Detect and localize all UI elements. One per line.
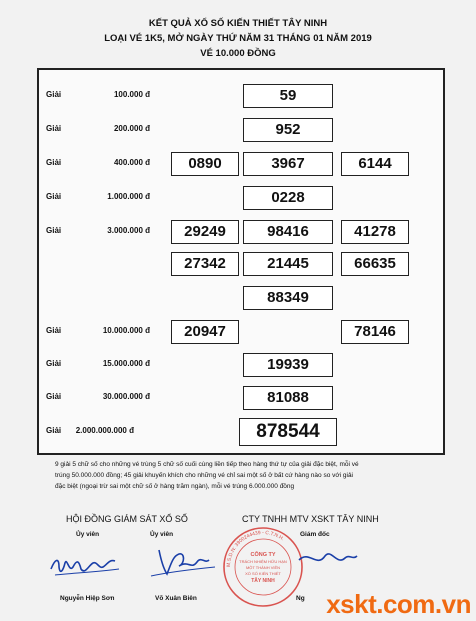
prize-label: Giải <box>46 158 62 167</box>
winning-number: 6144 <box>341 152 409 176</box>
winning-number: 66635 <box>341 252 409 276</box>
winning-number: 3967 <box>243 152 333 176</box>
director-role: Giám đốc <box>300 531 330 538</box>
winning-number: 29249 <box>171 220 239 244</box>
signature-member-1 <box>45 545 125 585</box>
prize-label: Giải <box>46 226 62 235</box>
prize-amount: 15.000.000 đ <box>102 359 150 368</box>
winning-number: 19939 <box>243 353 333 377</box>
stamp-text: TRÁCH NHIỆM HỮU HẠN <box>239 559 287 564</box>
special-winning-number: 878544 <box>239 418 337 446</box>
winning-number: 0228 <box>243 186 333 210</box>
prize-amount: 400.000 đ <box>113 158 150 167</box>
stamp-text: TÂY NINH <box>251 578 275 584</box>
prize-label: Giải <box>46 192 62 201</box>
member-name: Võ Xuân Biên <box>155 595 197 602</box>
council-title: HỘI ĐỒNG GIÁM SÁT XỔ SỐ <box>66 514 188 524</box>
prize-row-1m <box>39 186 443 210</box>
document-header <box>0 16 476 61</box>
member-role: Ủy viên <box>76 531 100 538</box>
note-line: 9 giải 5 chữ số cho những vé trùng 5 chữ số cuối cùng liền tiếp theo hàng thứ tự của giải đặc biệt, mỗi vé <box>55 461 359 468</box>
prize-label: Giải <box>46 392 62 401</box>
stamp-text: CÔNG TY <box>250 552 276 558</box>
prize-label: Giải <box>46 359 62 368</box>
signature-member-2 <box>145 540 225 585</box>
member-role: Ủy viên <box>150 531 174 538</box>
prize-notes <box>55 459 425 492</box>
winning-number: 88349 <box>243 286 333 310</box>
stamp-ring-text: M.S.D.N: 3900244439 - C.T.N.H. <box>225 529 286 568</box>
note-line: trúng 50.000.000 đồng; 45 giải khuyến khích cho những vé chỉ sai một số ở bất cứ hàng nào so với giải <box>55 472 354 479</box>
winning-number: 59 <box>243 84 333 108</box>
prize-amount: 10.000.000 đ <box>102 326 150 335</box>
winning-number: 81088 <box>243 386 333 410</box>
prize-label: Giải <box>46 124 62 133</box>
prize-row-400k <box>39 152 443 176</box>
company-title: CTY TNHH MTV XSKT TÂY NINH <box>242 514 379 524</box>
stamp-text: XỔ SỐ KIẾN THIẾT <box>245 571 281 576</box>
member-name: Nguyễn Hiệp Sơn <box>60 595 115 602</box>
director-name: Ng <box>296 595 305 602</box>
header-subtitle: LOẠI VÉ 1K5, MỞ NGÀY THỨ NĂM 31 THÁNG 01 NĂM 2019 <box>104 33 372 44</box>
company-stamp <box>222 526 304 608</box>
winning-number: 21445 <box>243 252 333 276</box>
winning-number: 952 <box>243 118 333 142</box>
prize-amount: 30.000.000 đ <box>102 392 150 401</box>
prize-row-15m <box>39 353 443 377</box>
stamp-text: MỘT THÀNH VIÊN <box>245 565 281 570</box>
results-table <box>37 68 445 455</box>
prize-amount: 2.000.000.000 đ <box>75 426 134 435</box>
prize-label: Giải <box>46 426 62 435</box>
winning-number: 41278 <box>341 220 409 244</box>
site-watermark: xskt.com.vn <box>326 589 471 619</box>
header-title: KẾT QUẢ XỔ SỐ KIẾN THIẾT TÂY NINH <box>148 18 328 29</box>
prize-label: Giải <box>46 326 62 335</box>
prize-row-10m <box>39 320 443 344</box>
prize-amount: 3.000.000 đ <box>107 226 150 235</box>
prize-amount: 1.000.000 đ <box>107 192 150 201</box>
prize-amount: 100.000 đ <box>113 90 150 99</box>
header-ticket-price: VÉ 10.000 ĐỒNG <box>200 48 276 59</box>
winning-number: 0890 <box>171 152 239 176</box>
winning-number: 20947 <box>171 320 239 344</box>
prize-row-30m <box>39 386 443 410</box>
prize-row-100k <box>39 84 443 108</box>
signature-director <box>295 540 365 585</box>
prize-amount: 200.000 đ <box>113 124 150 133</box>
prize-row-3m <box>39 220 443 308</box>
prize-row-special <box>39 420 443 444</box>
winning-number: 78146 <box>341 320 409 344</box>
winning-number: 27342 <box>171 252 239 276</box>
prize-row-200k <box>39 118 443 142</box>
winning-number: 98416 <box>243 220 333 244</box>
prize-label: Giải <box>46 90 62 99</box>
note-line: đặc biệt (ngoại trừ sai một chữ số ở hàng trăm ngàn), mỗi vé trúng 6.000.000 đồng <box>55 483 295 490</box>
